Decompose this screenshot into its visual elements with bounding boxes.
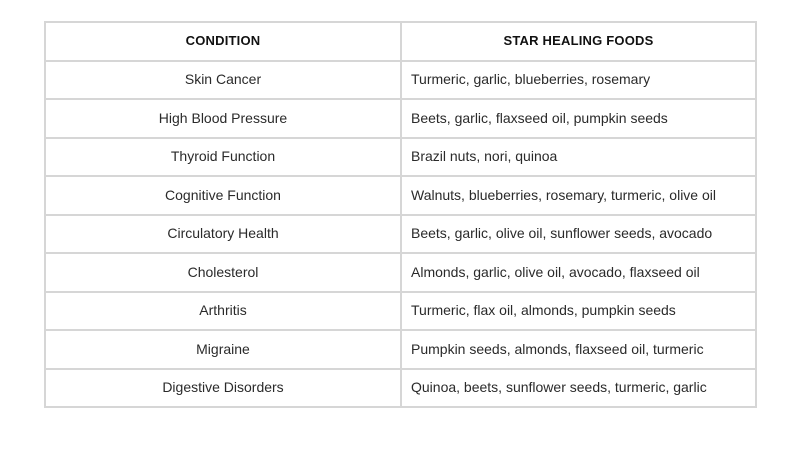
foods-cell: Pumpkin seeds, almonds, flaxseed oil, turmeric	[401, 330, 756, 369]
condition-cell: Digestive Disorders	[45, 369, 401, 408]
foods-cell: Walnuts, blueberries, rosemary, turmeric, olive oil	[401, 176, 756, 215]
table-row	[45, 61, 756, 100]
table-row	[45, 176, 756, 215]
condition-cell: Cholesterol	[45, 253, 401, 292]
table-row	[45, 138, 756, 177]
condition-cell: Cognitive Function	[45, 176, 401, 215]
table-header-row	[45, 22, 756, 61]
header-star-healing-foods: STAR HEALING FOODS	[401, 22, 756, 61]
foods-cell: Beets, garlic, olive oil, sunflower seeds, avocado	[401, 215, 756, 254]
foods-cell: Almonds, garlic, olive oil, avocado, flaxseed oil	[401, 253, 756, 292]
condition-cell: Thyroid Function	[45, 138, 401, 177]
table-row	[45, 292, 756, 331]
condition-cell: Migraine	[45, 330, 401, 369]
header-condition: CONDITION	[45, 22, 401, 61]
condition-cell: Skin Cancer	[45, 61, 401, 100]
table-row	[45, 99, 756, 138]
table-row	[45, 215, 756, 254]
table-row	[45, 253, 756, 292]
healing-foods-table	[44, 21, 757, 408]
foods-cell: Quinoa, beets, sunflower seeds, turmeric, garlic	[401, 369, 756, 408]
foods-cell: Turmeric, flax oil, almonds, pumpkin seeds	[401, 292, 756, 331]
table-row	[45, 369, 756, 408]
condition-cell: Arthritis	[45, 292, 401, 331]
condition-cell: High Blood Pressure	[45, 99, 401, 138]
foods-cell: Turmeric, garlic, blueberries, rosemary	[401, 61, 756, 100]
table-row	[45, 330, 756, 369]
foods-cell: Brazil nuts, nori, quinoa	[401, 138, 756, 177]
condition-cell: Circulatory Health	[45, 215, 401, 254]
foods-cell: Beets, garlic, flaxseed oil, pumpkin seeds	[401, 99, 756, 138]
healing-foods-table-container	[44, 21, 755, 408]
